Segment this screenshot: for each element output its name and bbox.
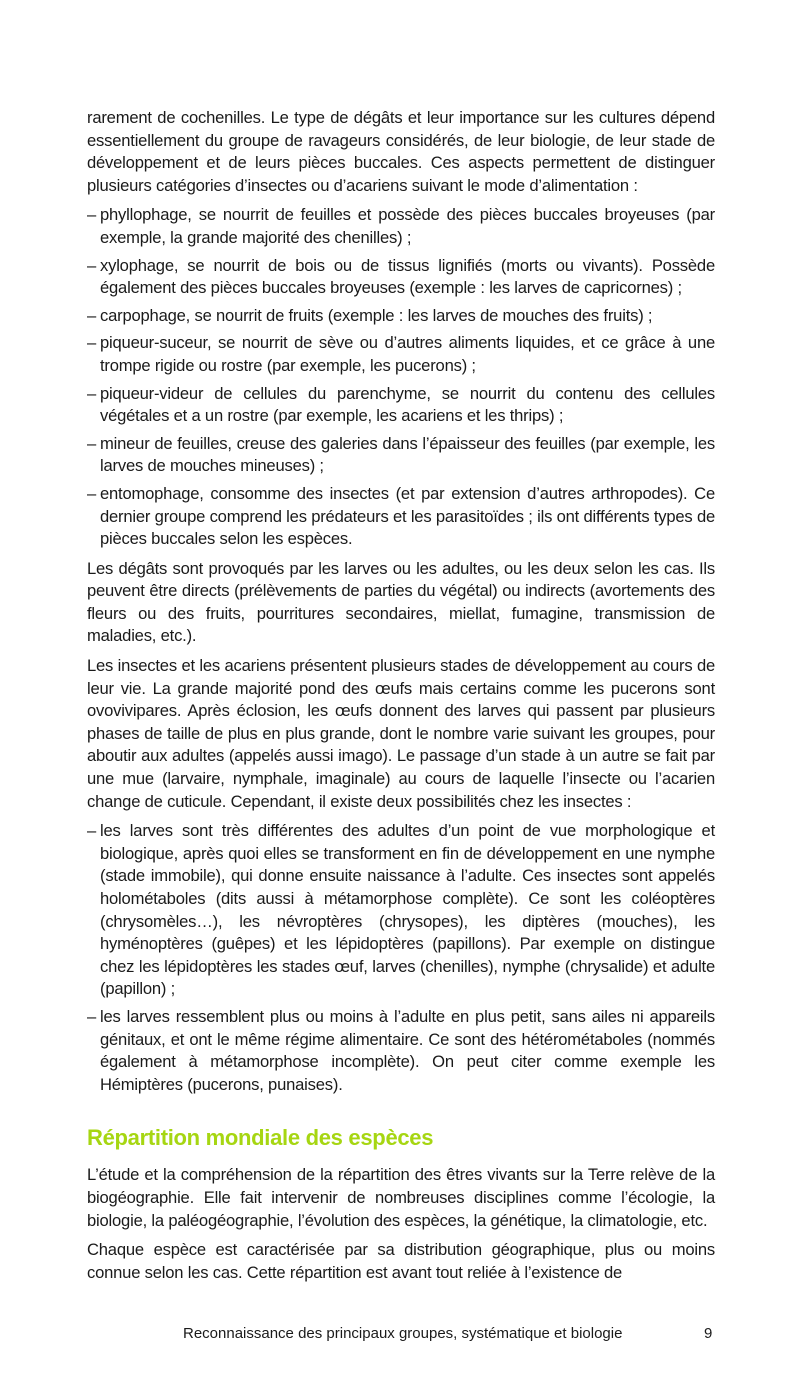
- section-paragraph: Chaque espèce est caractérisée par sa distribution géographique, plus ou moins connue selon les cas. Cette répartition est avant tout reliée à l’existence de: [87, 1240, 715, 1282]
- feeding-modes-list: [87, 204, 715, 550]
- list-item: [87, 483, 715, 551]
- list-item-text: mineur de feuilles, creuse des galeries dans l’épaisseur des feuilles (par exemple, les larves de mouches mineuses) ;: [100, 433, 715, 476]
- list-item-text: les larves sont très différentes des adultes d’un point de vue morphologique et biologique, après quoi elles se transforment en fin de développement en une nymphe (stade immobile), qui donne ensuite naissance à l’adulte. Ces insectes sont appelés holométaboles (dits aussi à métamorphose complète). Ce sont les coléoptères (chrysomèles…), les névroptères (chrysopes), les diptères (mouches), les hyménoptères (guêpes) et les lépidoptères (papillons). Par exemple on distingue chez les lépidoptères les stades œuf, larves (chenilles), nymphe (chrysalide) et adulte (papillon) ;: [100, 821, 715, 999]
- list-item: [87, 433, 715, 478]
- development-paragraph: Les insectes et les acariens présentent plusieurs stades de développement au cours de leur vie. La grande majorité pond des œufs mais certains comme les pucerons sont ovovivipares. Après éclosion, les œufs donnent des larves qui passent par plusieurs phases de taille de plus en plus grande, dont le nombre varie suivant les groupes, pour aboutir aux adultes (appelés aussi imago). Le passage d’un stade à un autre se fait par une mue (larvaire, nymphale, imaginale) au cours de laquelle l’insecte ou l’acarien change de cuticule. Cependant, il existe deux possibilités chez les insectes :: [87, 656, 715, 811]
- page-number: 9: [704, 1325, 713, 1342]
- dash-bullet: –: [87, 205, 97, 225]
- list-item: [87, 1006, 715, 1096]
- damage-paragraph: Les dégâts sont provoqués par les larves ou les adultes, ou les deux selon les cas. Ils peuvent être directs (prélèvements de parties du végétal) ou indirects (avortements des fleurs ou des fruits, pourritures secondaires, miellat, fumagine, transmission de maladies, etc.).: [87, 558, 715, 646]
- list-item-text: les larves ressemblent plus ou moins à l’adulte en plus petit, sans ailes ni appareils génitaux, et ont le même régime alimentaire. Ce sont des hétérométaboles (nommés également à métamorphose incomplète). On peut citer comme exemple les Hémiptères (pucerons, punaises).: [100, 1006, 715, 1094]
- list-item-text: piqueur-suceur, se nourrit de sève ou d’autres aliments liquides, et ce grâce à une trompe rigide ou rostre (par exemple, les pucerons) ;: [100, 333, 715, 375]
- list-item-text: piqueur-videur de cellules du parenchyme, se nourrit du contenu des cellules végétales et a un rostre (par exemple, les acariens et les thrips) ;: [100, 383, 715, 426]
- dash-bullet: –: [87, 305, 97, 325]
- running-title: Reconnaissance des principaux groupes, systématique et biologie: [183, 1325, 623, 1342]
- list-item: [87, 332, 715, 377]
- metamorphosis-list: [87, 820, 715, 1096]
- list-item: [87, 305, 715, 328]
- list-item: [87, 255, 715, 300]
- list-item-text: xylophage, se nourrit de bois ou de tissus lignifiés (morts ou vivants). Possède également des pièces buccales broyeuses (exemple : les larves de capricornes) ;: [100, 255, 715, 298]
- list-item-text: carpophage, se nourrit de fruits (exemple : les larves de mouches des fruits) ;: [100, 305, 653, 325]
- dash-bullet: –: [87, 821, 97, 841]
- dash-bullet: –: [87, 383, 97, 403]
- list-item: [87, 383, 715, 428]
- list-item-text: entomophage, consomme des insectes (et par extension d’autres arthropodes). Ce dernier groupe comprend les prédateurs et les parasitoïdes ; ils ont différents types de pièces buccales selon les espèces.: [100, 483, 715, 549]
- dash-bullet: –: [87, 1006, 97, 1026]
- page-body: [87, 107, 715, 1291]
- section-heading: Répartition mondiale des espèces: [87, 1125, 434, 1151]
- list-item: [87, 204, 715, 249]
- list-item: [87, 820, 715, 1001]
- dash-bullet: –: [87, 255, 97, 275]
- intro-paragraph: rarement de cochenilles. Le type de dégâts et leur importance sur les cultures dépend essentiellement du groupe de ravageurs considérés, de leur biologie, de leur stade de développement et de leurs pièces buccales. Ces aspects permettent de distinguer plusieurs catégories d’insectes ou d’acariens suivant le mode d’alimentation :: [87, 108, 715, 195]
- dash-bullet: –: [87, 333, 97, 353]
- list-item-text: phyllophage, se nourrit de feuilles et possède des pièces buccales broyeuses (par exemple, la grande majorité des chenilles) ;: [100, 205, 715, 247]
- dash-bullet: –: [87, 483, 97, 503]
- section-paragraph: L’étude et la compréhension de la répartition des êtres vivants sur la Terre relève de la biogéographie. Elle fait intervenir de nombreuses disciplines comme l’écologie, la biologie, la paléogéographie, l’évolution des espèces, la génétique, la climatologie, etc.: [87, 1165, 715, 1230]
- dash-bullet: –: [87, 433, 97, 453]
